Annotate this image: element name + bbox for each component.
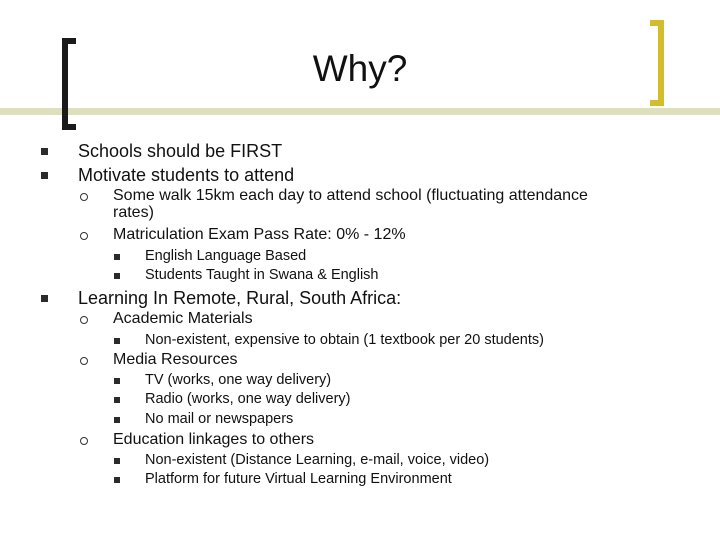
bullet-text: Non-existent (Distance Learning, e-mail, voice, video) [145,452,490,468]
bullet-text: Platform for future Virtual Learning Environment [145,471,452,487]
bullet-text: Students Taught in Swana & English [145,267,379,283]
bullet-text: Learning In Remote, Rural, South Africa: [78,288,402,308]
square-bullet-icon [41,172,48,179]
hollow-circle-bullet-icon [80,193,88,201]
small-square-bullet-icon [114,458,120,464]
right-bracket-bottom [650,100,664,106]
square-bullet-icon [41,295,48,302]
hollow-circle-bullet-icon [80,357,88,365]
bullet-text: Education linkages to others [113,431,315,448]
bullet-text: No mail or newspapers [145,411,294,427]
bullet-text: TV (works, one way delivery) [145,372,332,388]
bullet-text: Radio (works, one way delivery) [145,391,351,407]
small-square-bullet-icon [114,254,120,260]
left-bracket-top [62,38,76,44]
hollow-circle-bullet-icon [80,316,88,324]
hollow-circle-bullet-icon [80,437,88,445]
right-bracket-top [650,20,664,26]
bullet-text: Academic Materials [113,310,253,327]
bullet-text: English Language Based [145,248,307,264]
small-square-bullet-icon [114,378,120,384]
slide-title: Why? [312,48,408,89]
small-square-bullet-icon [114,397,120,403]
bullet-text: Some walk 15km each day to attend school (fluctuating attendance [113,187,588,204]
bullet-text: Non-existent, expensive to obtain (1 textbook per 20 students) [145,332,544,348]
hollow-circle-bullet-icon [80,232,88,240]
small-square-bullet-icon [114,417,120,423]
small-square-bullet-icon [114,477,120,483]
left-bracket-bottom [62,124,76,130]
bullet-text: Schools should be FIRST [78,141,283,161]
bullet-text: Matriculation Exam Pass Rate: 0% - 12% [113,226,406,243]
bullet-text-continuation: rates) [113,204,154,221]
small-square-bullet-icon [114,338,120,344]
square-bullet-icon [41,148,48,155]
title-rule [0,108,720,115]
bullet-text: Media Resources [113,351,238,368]
small-square-bullet-icon [114,273,120,279]
bullet-text: Motivate students to attend [78,165,295,185]
